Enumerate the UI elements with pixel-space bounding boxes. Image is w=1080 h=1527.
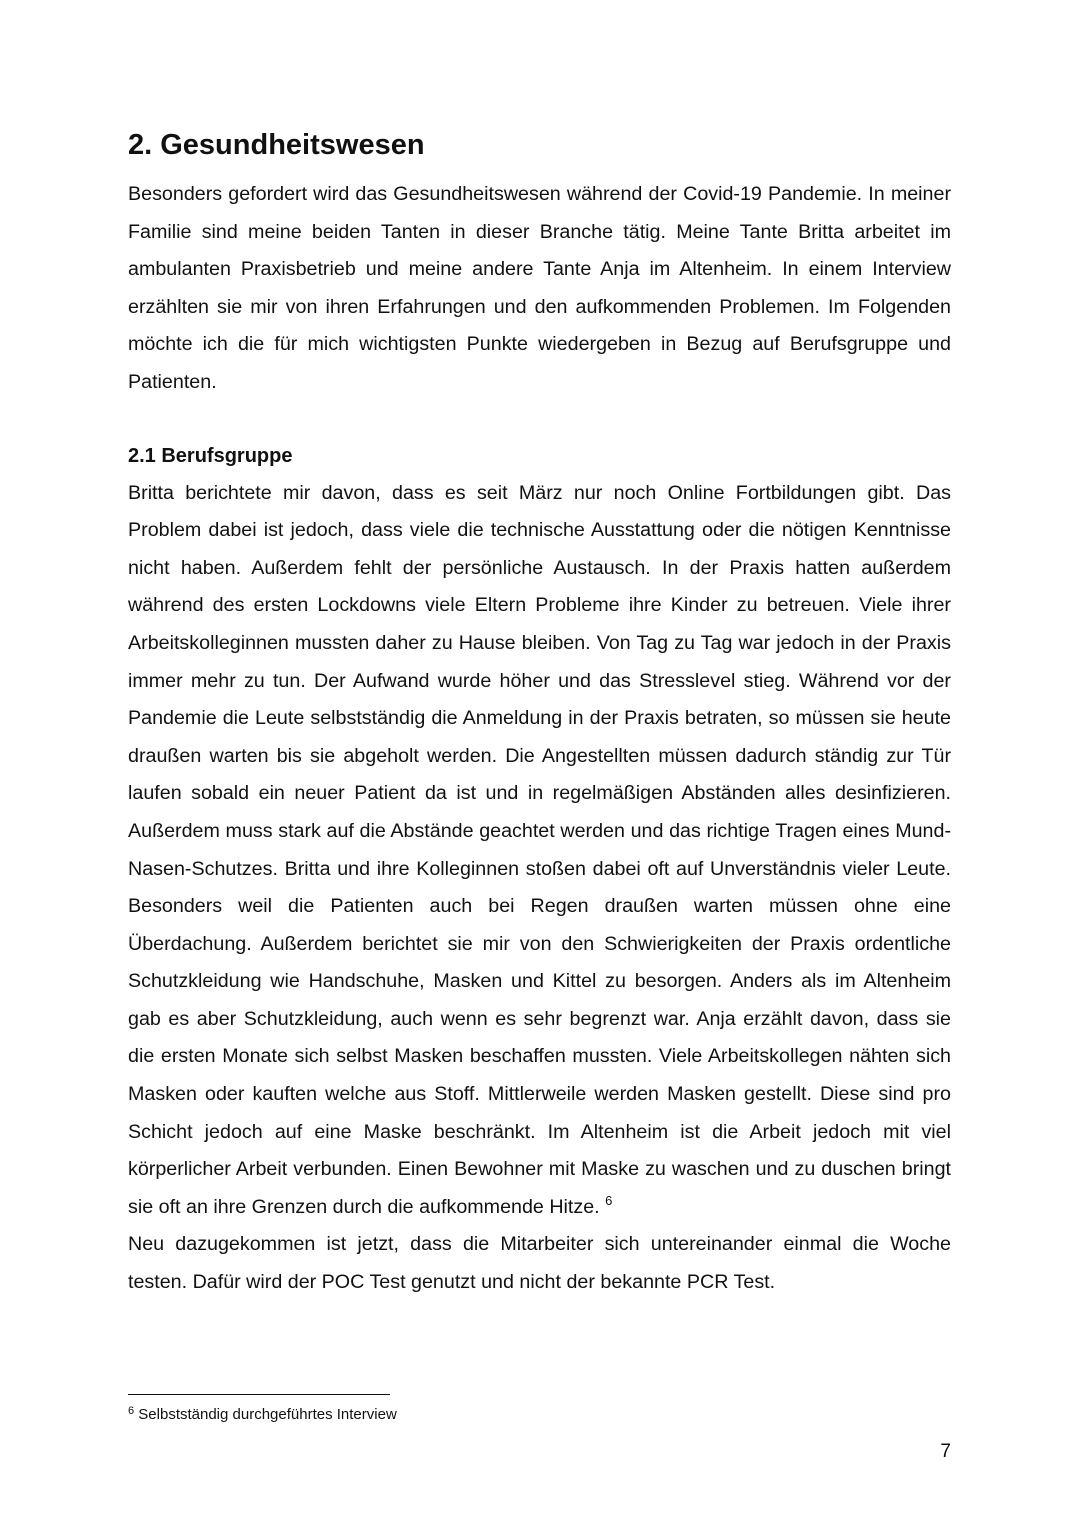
subsection-heading: 2.1 Berufsgruppe xyxy=(128,444,293,467)
intro-paragraph: Besonders gefordert wird das Gesundheitswesen während der Covid-19 Pandemie. In meiner Familie sind meine beiden Tanten in dieser Branche tätig. Meine Tante Britta arbeitet im ambulanten Praxisbetrieb und meine andere Tante Anja im Altenheim. In einem Interview erzählten sie mir von ihren Erfahrungen und den aufkommenden Problemen. Im Folgenden möchte ich die für mich wichtigsten Punkte wiedergeben in Bezug auf Berufsgruppe und Patienten. xyxy=(128,183,951,393)
section-heading: 2. Gesundheitswesen xyxy=(128,129,425,161)
berufsgruppe-paragraph xyxy=(128,475,951,1227)
footnote-divider xyxy=(128,1394,390,1395)
footnote-reference[interactable]: 6 xyxy=(605,1192,613,1208)
berufsgruppe-paragraph-text: Britta berichtete mir davon, dass es seit März nur noch Online Fortbildungen gibt. Das Problem dabei ist jedoch, dass viele die technische Ausstattung oder die nötigen Kenntnisse nicht haben. Außerdem fehlt der persönliche Austausch. In der Praxis hatten außerdem während des ersten Lockdowns viele Eltern Probleme ihre Kinder zu betreuen. Viele ihrer Arbeitskolleginnen mussten daher zu Hause bleiben. Von Tag zu Tag war jedoch in der Praxis immer mehr zu tun. Der Aufwand wurde höher und das Stresslevel stieg. Während vor der Pandemie die Leute selbstständig die Anmeldung in der Praxis betraten, so müssen sie heute draußen warten bis sie abgeholt werden. Die Angestellten müssen dadurch ständig zur Tür laufen sobald ein neuer Patient da ist und in regelmäßigen Abständen alles desinfizieren. Außerdem muss stark auf die Abstände geachtet werden und das richtige Tragen eines Mund-Nasen-Schutzes. Britta und ihre Kolleginnen stoßen dabei oft auf Unverständnis vieler Leute. Besonders weil die Patienten auch bei Regen draußen warten müssen ohne eine Überdachung. Außerdem berichtet sie mir von den Schwierigkeiten der Praxis ordentliche Schutzkleidung wie Handschuhe, Masken und Kittel zu besorgen. Anders als im Altenheim gab es aber Schutzkleidung, auch wenn es sehr begrenzt war. Anja erzählt davon, dass sie die ersten Monate sich selbst Masken beschaffen mussten. Viele Arbeitskollegen nähten sich Masken oder kauften welche aus Stoff. Mittlerweile werden Masken gestellt. Diese sind pro Schicht jedoch auf eine Maske beschränkt. Im Altenheim ist die Arbeit jedoch mit viel körperlicher Arbeit verbunden. Einen Bewohner mit Maske zu waschen und zu duschen bringt sie oft an ihre Grenzen durch die aufkommende Hitze. xyxy=(128,481,951,1218)
footnote xyxy=(128,1405,397,1425)
page-number: 7 xyxy=(940,1441,951,1462)
footnote-text: Selbstständig durchgeführtes Interview xyxy=(138,1406,397,1423)
footnote-marker: 6 xyxy=(128,1405,135,1417)
page-content xyxy=(128,126,951,1302)
testing-paragraph-text: Neu dazugekommen ist jetzt, dass die Mitarbeiter sich untereinander einmal die Woche testen. Dafür wird der POC Test genutzt und nicht der bekannte PCR Test. xyxy=(128,1233,951,1294)
testing-paragraph xyxy=(128,1226,951,1301)
